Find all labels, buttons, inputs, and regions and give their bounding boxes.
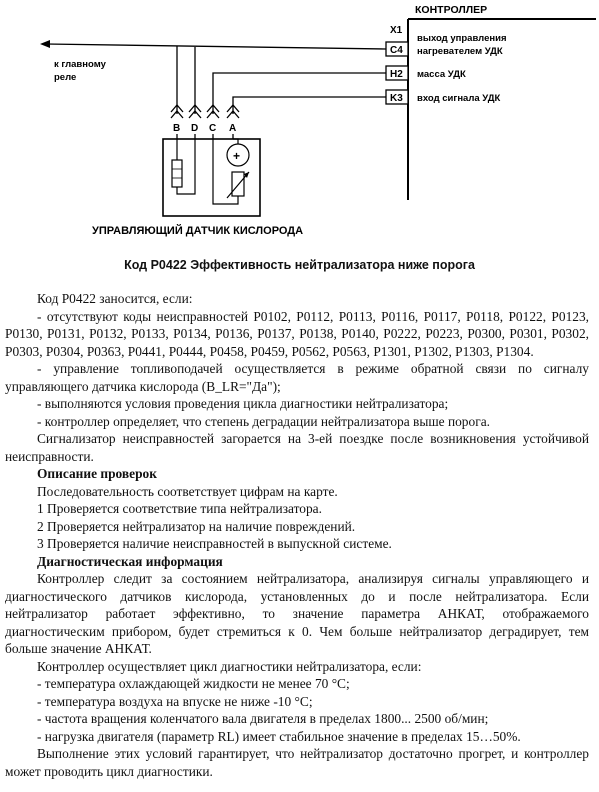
paragraph: - нагрузка двигателя (параметр RL) имеет стабильное значение в пределах 15…50%. (37, 728, 521, 744)
wire-label-b: B (173, 123, 181, 134)
pin-c4-description-line2: нагревателем УДК (417, 46, 503, 57)
wire-c (213, 73, 386, 114)
paragraph: Выполнение этих условий гарантирует, что нейтрализатор достаточно прогрет, и контроллер может проводить цикл диагностики. (5, 746, 589, 779)
relay-arrow-icon (40, 40, 50, 48)
wire-label-a: A (229, 123, 237, 134)
paragraph: 2 Проверяется нейтрализатор на наличие повреждений. (37, 518, 356, 534)
variable-resistor-icon (232, 172, 244, 196)
paragraph: Контроллер следит за состоянием нейтрализатора, анализируя сигналы управляющего и диагностического датчиков кислорода, установленных до и после нейтрализатора. Если нейтрализатор работает эффективно, то значение параметра АНКАТ, отображаемого диагностическим прибором, будет стремиться к 0. Чем больше нейтрализатор деградирует, тем больше значение АНКАТ. (5, 571, 589, 656)
paragraph: - температура воздуха на впуске не ниже -10 °C; (37, 693, 313, 709)
paragraph: - температура охлаждающей жидкости не менее 70 °C; (37, 676, 350, 691)
paragraph: Код P0422 заносится, если: (37, 291, 193, 306)
section-heading: Диагностическая информация (37, 553, 223, 569)
pin-h2-label: H2 (390, 69, 403, 80)
pin-c4-label: C4 (390, 45, 403, 56)
paragraph: - выполняются условия проведения цикла диагностики нейтрализатора; (37, 396, 449, 411)
relay-label-line1: к главному (54, 59, 106, 70)
paragraph: - контроллер определяет, что степень деградации нейтрализатора выше порога. (37, 413, 490, 429)
pin-h2-description: масса УДК (417, 69, 466, 80)
paragraph: Сигнализатор неисправностей загорается на 3-ей поездке после возникновения устойчивой неисправности. (5, 431, 589, 464)
relay-wire (46, 44, 386, 49)
sensor-label: УПРАВЛЯЮЩИЙ ДАТЧИК КИСЛОРОДА (92, 225, 304, 237)
svg-text:+: + (233, 149, 241, 163)
paragraph: Контроллер осуществляет цикл диагностики нейтрализатора, если: (37, 658, 422, 674)
document-title: Код P0422 Эффективность нейтрализатора ниже порога (124, 258, 475, 272)
wire-label-c: C (209, 123, 217, 134)
relay-label-line2: реле (54, 72, 77, 83)
wire-a (233, 97, 386, 114)
heater-resistor-icon (172, 160, 182, 187)
pin-c4-description-line1: выход управления (417, 33, 507, 44)
section-heading: Описание проверок (37, 466, 157, 481)
paragraph: Последовательность соответствует цифрам на карте. (37, 483, 338, 499)
connector-label: X1 (390, 25, 403, 36)
paragraph: - управление топливоподачей осуществляется в режиме обратной связи по сигналу управляющего датчика кислорода (B_LR="Да"); (5, 361, 589, 394)
paragraph: - отсутствуют коды неисправностей P0102, P0112, P0113, P0116, P0117, P0118, P0122, P0123, P0130, P0131, P0132, P0133, P0134, P0136, P0137, P0138, P0140, P0222, P0223, P0300, P0301, P0302, P0303, P0304, P0363, P0441, P0444, P0458, P0459, P0562, P0563, P1301, P1302, P1303, P1304. (5, 308, 589, 359)
wire-label-d: D (191, 123, 199, 134)
pin-k3-description: вход сигнала УДК (417, 93, 501, 104)
paragraph: 3 Проверяется наличие неисправностей в выпускной системе. (37, 536, 392, 551)
wiring-diagram (0, 0, 599, 250)
pin-k3-label: K3 (390, 93, 403, 104)
controller-label: КОНТРОЛЛЕР (415, 4, 488, 16)
paragraph: - частота вращения коленчатого вала двигателя в пределах 1800... 2500 об/мин; (37, 711, 489, 726)
paragraph: 1 Проверяется соответствие типа нейтрализатора. (37, 501, 322, 516)
document-body (5, 290, 589, 780)
